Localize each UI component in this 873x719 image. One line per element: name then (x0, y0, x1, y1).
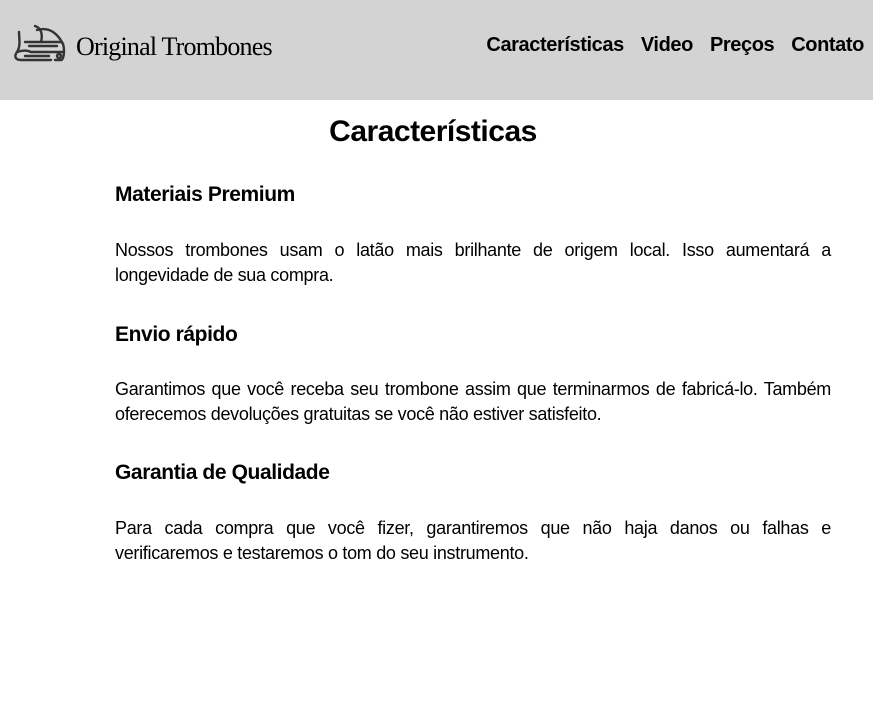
nav-link-video[interactable]: Video (640, 34, 693, 56)
feature-text: Para cada compra que você fizer, garantiremos que não haja danos ou falhas e verificaremos e testaremos o tom do seu instrumento. (115, 518, 831, 563)
feature-text: Garantimos que você receba seu trombone assim que terminarmos de fabricá-lo. Também oferecemos devoluções gratuitas se você não estiver satisfeito. (115, 379, 831, 424)
logo[interactable] (11, 22, 67, 70)
feature-heading: Garantia de Qualidade (115, 461, 330, 484)
feature-materiais-premium (115, 182, 831, 285)
feature-heading: Materiais Premium (115, 183, 295, 206)
nav-link-caracteristicas[interactable]: Características (486, 34, 624, 56)
nav-link-precos[interactable]: Preços (709, 34, 775, 56)
nav-link-contato[interactable]: Contato (791, 34, 864, 56)
site-header (0, 0, 873, 100)
feature-garantia-qualidade (115, 460, 831, 563)
page-title: Características (329, 115, 537, 148)
feature-envio-rapido (115, 322, 831, 424)
main-nav (486, 34, 864, 57)
trombone-icon (11, 22, 67, 70)
feature-heading: Envio rápido (115, 323, 238, 346)
feature-text: Nossos trombones usam o latão mais brilhante de origem local. Isso aumentará a longevidade de sua compra. (115, 240, 831, 285)
brand-name[interactable]: Original Trombones (76, 32, 272, 61)
